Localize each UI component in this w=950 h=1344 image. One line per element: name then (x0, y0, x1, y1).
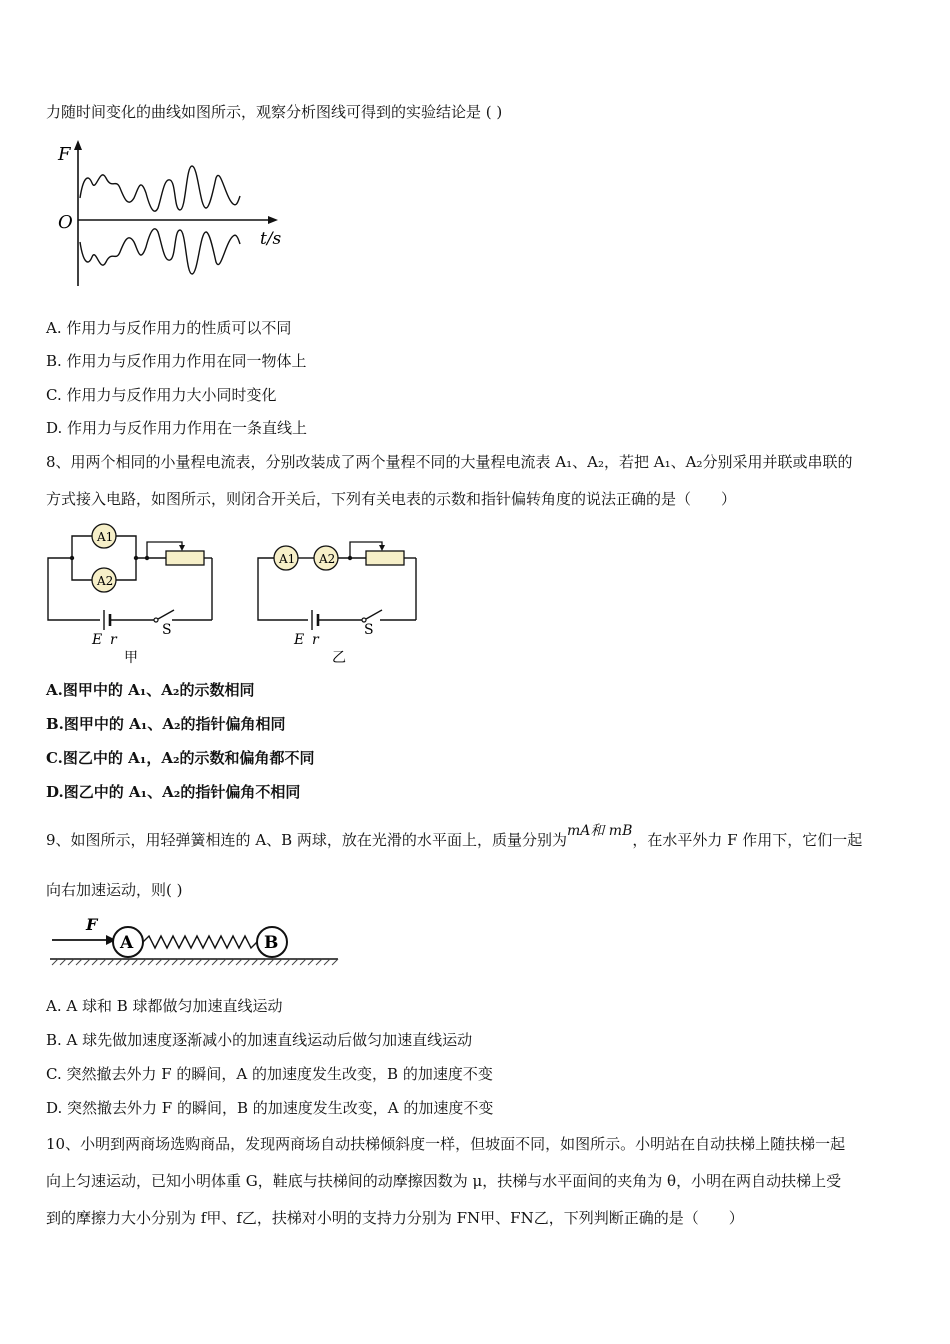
q10-stem-line1: 10、小明到两商场选购商品，发现两商场自动扶梯倾斜度一样，但坡面不同，如图所示。小明站在自动扶梯上随扶梯一起 (46, 1135, 846, 1153)
graph-y-label: F (58, 144, 71, 165)
q8-stem-line1: 8、用两个相同的小量程电流表，分别改装成了两个量程不同的大量程电流表 A₁、A₂，若把 A₁、A₂分别采用并联或串联的 (46, 453, 853, 471)
q7-stem: 力随时间变化的曲线如图所示，观察分析图线可得到的实验结论是 ( ) (46, 103, 503, 121)
q9-stem-line2: 向右加速运动，则( ) (46, 881, 183, 899)
q10-stem-line2: 向上匀速运动，已知小明体重 G，鞋底与扶梯间的动摩擦因数为 μ，扶梯与水平面间的夹角为 θ，小明在两自动扶梯上受 (46, 1172, 842, 1190)
switch-label-right: S (364, 622, 374, 638)
force-time-graph (50, 138, 290, 302)
meter-a2-label-left: A2 (97, 574, 114, 588)
q9-option-c: C. 突然撤去外力 F 的瞬间，A 的加速度发生改变，B 的加速度不变 (46, 1065, 493, 1083)
circuit-caption-left: 甲 (124, 650, 138, 666)
circuit-parallel (44, 518, 224, 672)
resistance-label-left: r (110, 632, 117, 648)
circuit-caption-right: 乙 (332, 650, 346, 666)
q9-stem-part1: 9、如图所示，用轻弹簧相连的 A、B 两球，放在光滑的水平面上，质量分别为 (46, 831, 567, 849)
q7-option-c: C. 作用力与反作用力大小同时变化 (46, 386, 277, 404)
meter-a2-label-right: A2 (319, 552, 336, 566)
ball-b-label: B (264, 933, 279, 953)
q7-option-d: D. 作用力与反作用力作用在一条直线上 (46, 419, 308, 437)
graph-x-label: t/s (260, 229, 282, 249)
resistance-label-right: r (312, 632, 319, 648)
q9-stem-part2: ，在水平外力 F 作用下，它们一起 (632, 831, 863, 849)
q9-option-b: B. A 球先做加速度逐渐减小的加速直线运动后做匀加速直线运动 (46, 1031, 473, 1049)
q8-option-d: D.图乙中的 A₁、A₂的指针偏角不相同 (46, 783, 301, 801)
q7-option-b: B. 作用力与反作用力作用在同一物体上 (46, 352, 307, 370)
q8-stem-line2: 方式接入电路，如图所示，则闭合开关后，下列有关电表的示数和指针偏转角度的说法正确的是（ ） (46, 490, 737, 508)
q8-option-c: C.图乙中的 A₁，A₂的示数和偏角都不同 (46, 749, 315, 767)
q9-mass-expression: mA和 mB (566, 823, 633, 839)
circuit-series (254, 518, 434, 672)
q7-option-a: A. 作用力与反作用力的性质可以不同 (46, 319, 292, 337)
q8-option-b: B.图甲中的 A₁、A₂的指针偏角相同 (46, 715, 286, 733)
q9-option-a: A. A 球和 B 球都做匀加速直线运动 (46, 997, 283, 1015)
force-label: F (86, 915, 98, 934)
meter-a1-label-left: A1 (97, 530, 114, 544)
q8-option-a: A.图甲中的 A₁、A₂的示数相同 (46, 681, 255, 699)
q9-stem-line1 (46, 823, 863, 851)
emf-label-left: E (92, 632, 103, 648)
meter-a1-label-right: A1 (279, 552, 296, 566)
spring-balls-figure (46, 912, 342, 972)
graph-origin-label: O (58, 212, 73, 233)
ball-a-label: A (120, 933, 134, 953)
q10-stem-line3: 到的摩擦力大小分别为 f甲、f乙，扶梯对小明的支持力分别为 FN甲、FN乙，下列判断正确的是（ ） (46, 1209, 744, 1227)
switch-label-left: S (162, 622, 172, 638)
emf-label-right: E (294, 632, 305, 648)
q9-option-d: D. 突然撤去外力 F 的瞬间，B 的加速度发生改变，A 的加速度不变 (46, 1099, 494, 1117)
